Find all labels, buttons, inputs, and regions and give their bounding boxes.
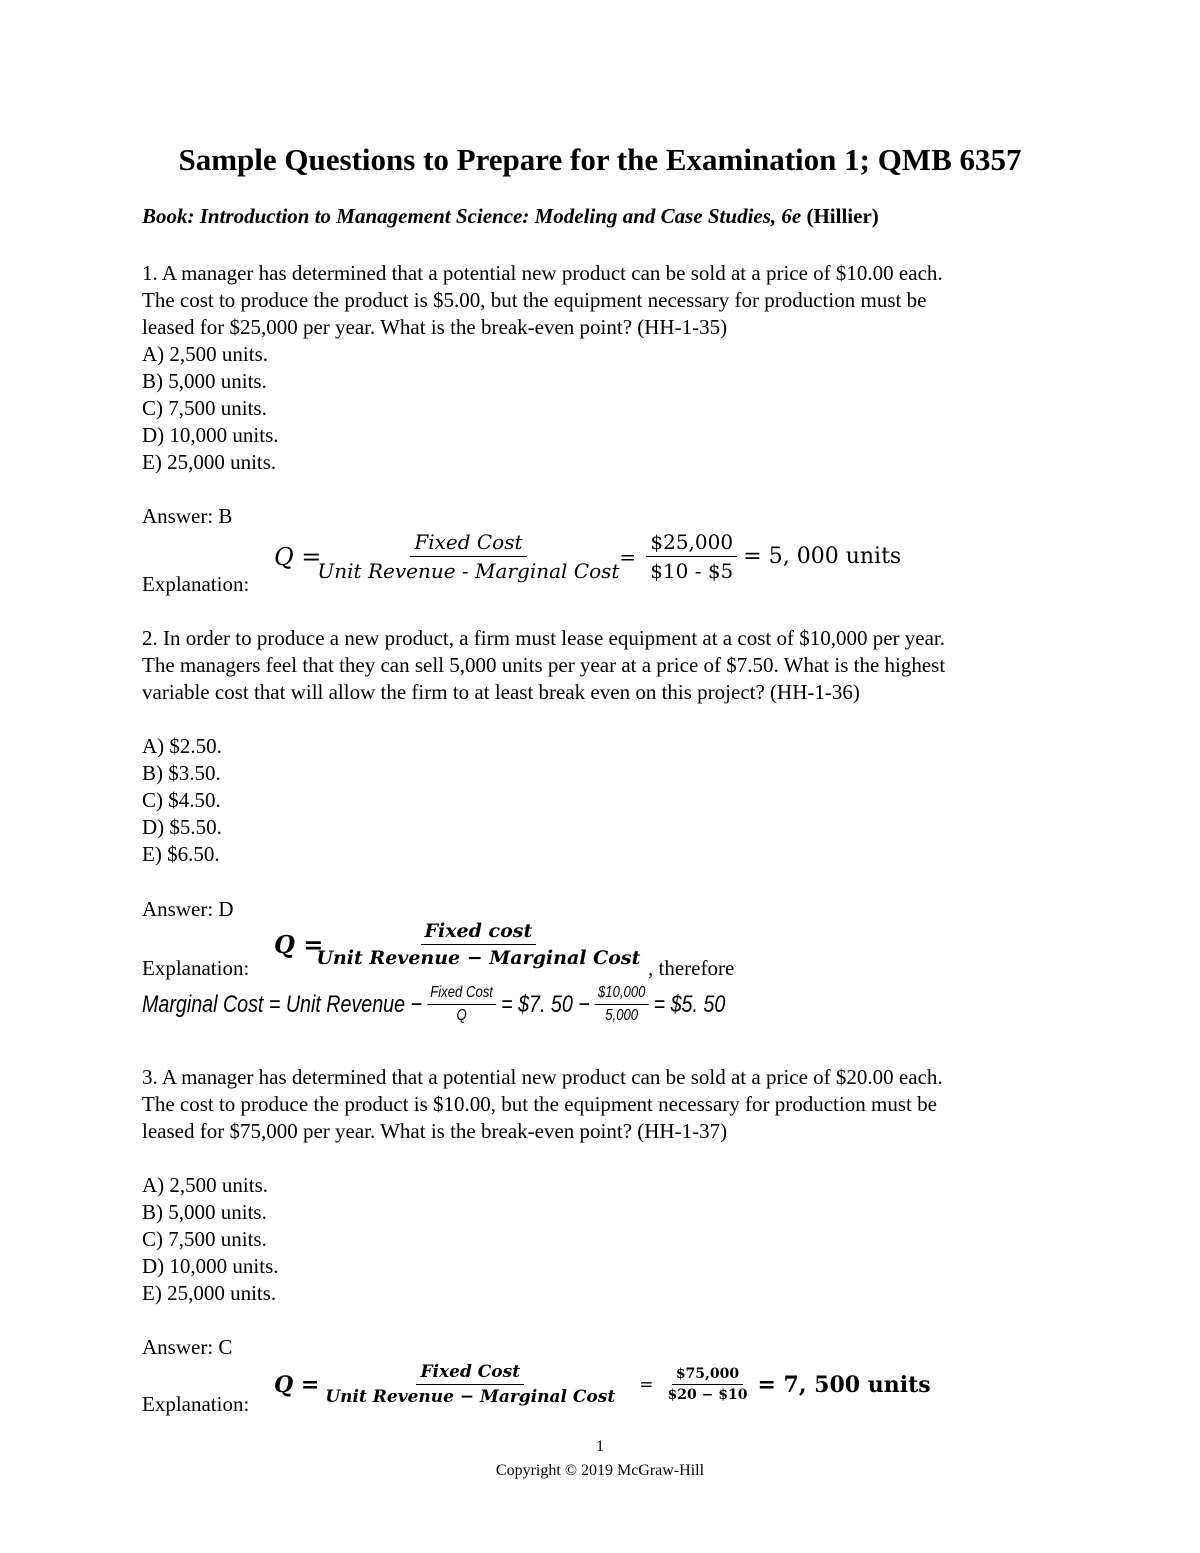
question-2-line: 2. In order to produce a new product, a firm must lease equipment at a cost of $10,000 per year. — [142, 626, 945, 650]
question-2 — [142, 625, 945, 706]
formula-equals: = — [619, 544, 637, 569]
formula-fraction-values — [646, 530, 737, 583]
formula-numerator-value: $25,000 — [646, 530, 737, 557]
question-1-line: The cost to produce the product is $5.00, but the equipment necessary for production must be — [142, 288, 927, 312]
formula-denominator: Unit Revenue - Marginal Cost — [317, 559, 620, 583]
question-3-options — [142, 1172, 279, 1307]
book-author: (Hillier) — [806, 204, 879, 228]
formula-equals: = — [639, 1374, 654, 1395]
option-a: A) $2.50. — [142, 734, 222, 758]
answer-3: Answer: C — [142, 1335, 233, 1359]
formula-numerator: Fixed Cost — [410, 530, 526, 557]
formula-denominator-value: $10 - $5 — [650, 559, 734, 583]
formula-result: = 5, 000 units — [743, 544, 902, 569]
answer-1: Answer: B — [142, 504, 233, 528]
book-label: Book: Introduction to Management Science: Modeling and Case Studies, 6e — [142, 204, 802, 228]
explanation-2-formula-marginal-cost — [142, 984, 725, 1025]
formula-denominator: Unit Revenue − Marginal Cost — [316, 947, 641, 969]
formula-fraction — [317, 530, 620, 583]
question-2-line: The managers feel that they can sell 5,000 units per year at a price of $7.50. What is the highest — [142, 653, 946, 677]
book-reference — [142, 204, 879, 229]
formula-denominator: Q — [456, 1007, 467, 1024]
copyright-notice: Copyright © 2019 McGraw-Hill — [495, 1462, 705, 1479]
formula-fraction — [316, 920, 641, 969]
explanation-2-formula — [274, 920, 641, 969]
option-e: E) 25,000 units. — [142, 1281, 277, 1305]
option-e: E) $6.50. — [142, 842, 220, 866]
explanation-2-therefore: , therefore — [648, 956, 735, 980]
formula-numerator-value: $10,000 — [595, 984, 649, 1005]
formula-fraction — [325, 1362, 615, 1407]
formula-numerator: Fixed cost — [421, 920, 537, 945]
formula-result: = $5. 50 — [653, 990, 726, 1018]
option-c: C) 7,500 units. — [142, 396, 267, 420]
formula-q: Q = — [274, 930, 324, 959]
formula-mid: = $7. 50 − — [501, 990, 590, 1018]
question-2-options — [142, 733, 222, 868]
answer-2: Answer: D — [142, 897, 234, 921]
document-title: Sample Questions to Prepare for the Examination 1; QMB 6357 — [178, 142, 1022, 177]
formula-q: Q = — [274, 1371, 320, 1398]
formula-lhs: Marginal Cost = Unit Revenue − — [142, 990, 423, 1018]
explanation-1-formula — [274, 530, 901, 583]
option-c: C) 7,500 units. — [142, 1227, 267, 1251]
explanation-1-label: Explanation: — [142, 572, 250, 596]
formula-numerator-value: $75,000 — [672, 1366, 743, 1385]
formula-result: = 7, 500 units — [757, 1371, 931, 1398]
explanation-3-formula — [274, 1362, 931, 1407]
formula-q: Q = — [274, 542, 322, 571]
question-3-line: The cost to produce the product is $10.00, but the equipment necessary for production must be — [142, 1092, 937, 1116]
option-d: D) $5.50. — [142, 815, 222, 839]
formula-numerator: Fixed Cost — [427, 984, 496, 1005]
formula-denominator-value: $20 − $10 — [667, 1387, 748, 1403]
option-d: D) 10,000 units. — [142, 1254, 279, 1278]
question-1-line: 1. A manager has determined that a potential new product can be sold at a price of $10.00 each. — [142, 261, 943, 285]
formula-denominator: Unit Revenue − Marginal Cost — [325, 1387, 616, 1407]
question-3-line: leased for $75,000 per year. What is the break-even point? (HH-1-37) — [142, 1119, 728, 1143]
explanation-2-label: Explanation: — [142, 956, 250, 980]
explanation-3-label: Explanation: — [142, 1392, 250, 1416]
formula-fraction-values — [595, 984, 649, 1025]
formula-fraction — [427, 984, 496, 1025]
option-b: B) $3.50. — [142, 761, 221, 785]
formula-numerator: Fixed Cost — [416, 1362, 524, 1385]
question-3 — [142, 1064, 943, 1145]
option-e: E) 25,000 units. — [142, 450, 277, 474]
question-3-line: 3. A manager has determined that a potential new product can be sold at a price of $20.00 each. — [142, 1065, 943, 1089]
question-1-line: leased for $25,000 per year. What is the break-even point? (HH-1-35) — [142, 315, 728, 339]
formula-fraction-values — [664, 1366, 752, 1403]
option-b: B) 5,000 units. — [142, 369, 267, 393]
option-a: A) 2,500 units. — [142, 1173, 268, 1197]
option-b: B) 5,000 units. — [142, 1200, 267, 1224]
option-a: A) 2,500 units. — [142, 342, 268, 366]
option-d: D) 10,000 units. — [142, 423, 279, 447]
question-1 — [142, 260, 943, 476]
option-c: C) $4.50. — [142, 788, 221, 812]
formula-denominator-value: 5,000 — [605, 1007, 639, 1024]
question-2-line: variable cost that will allow the firm to at least break even on this project? (HH-1-36) — [142, 680, 860, 704]
page-number: 1 — [596, 1438, 604, 1455]
